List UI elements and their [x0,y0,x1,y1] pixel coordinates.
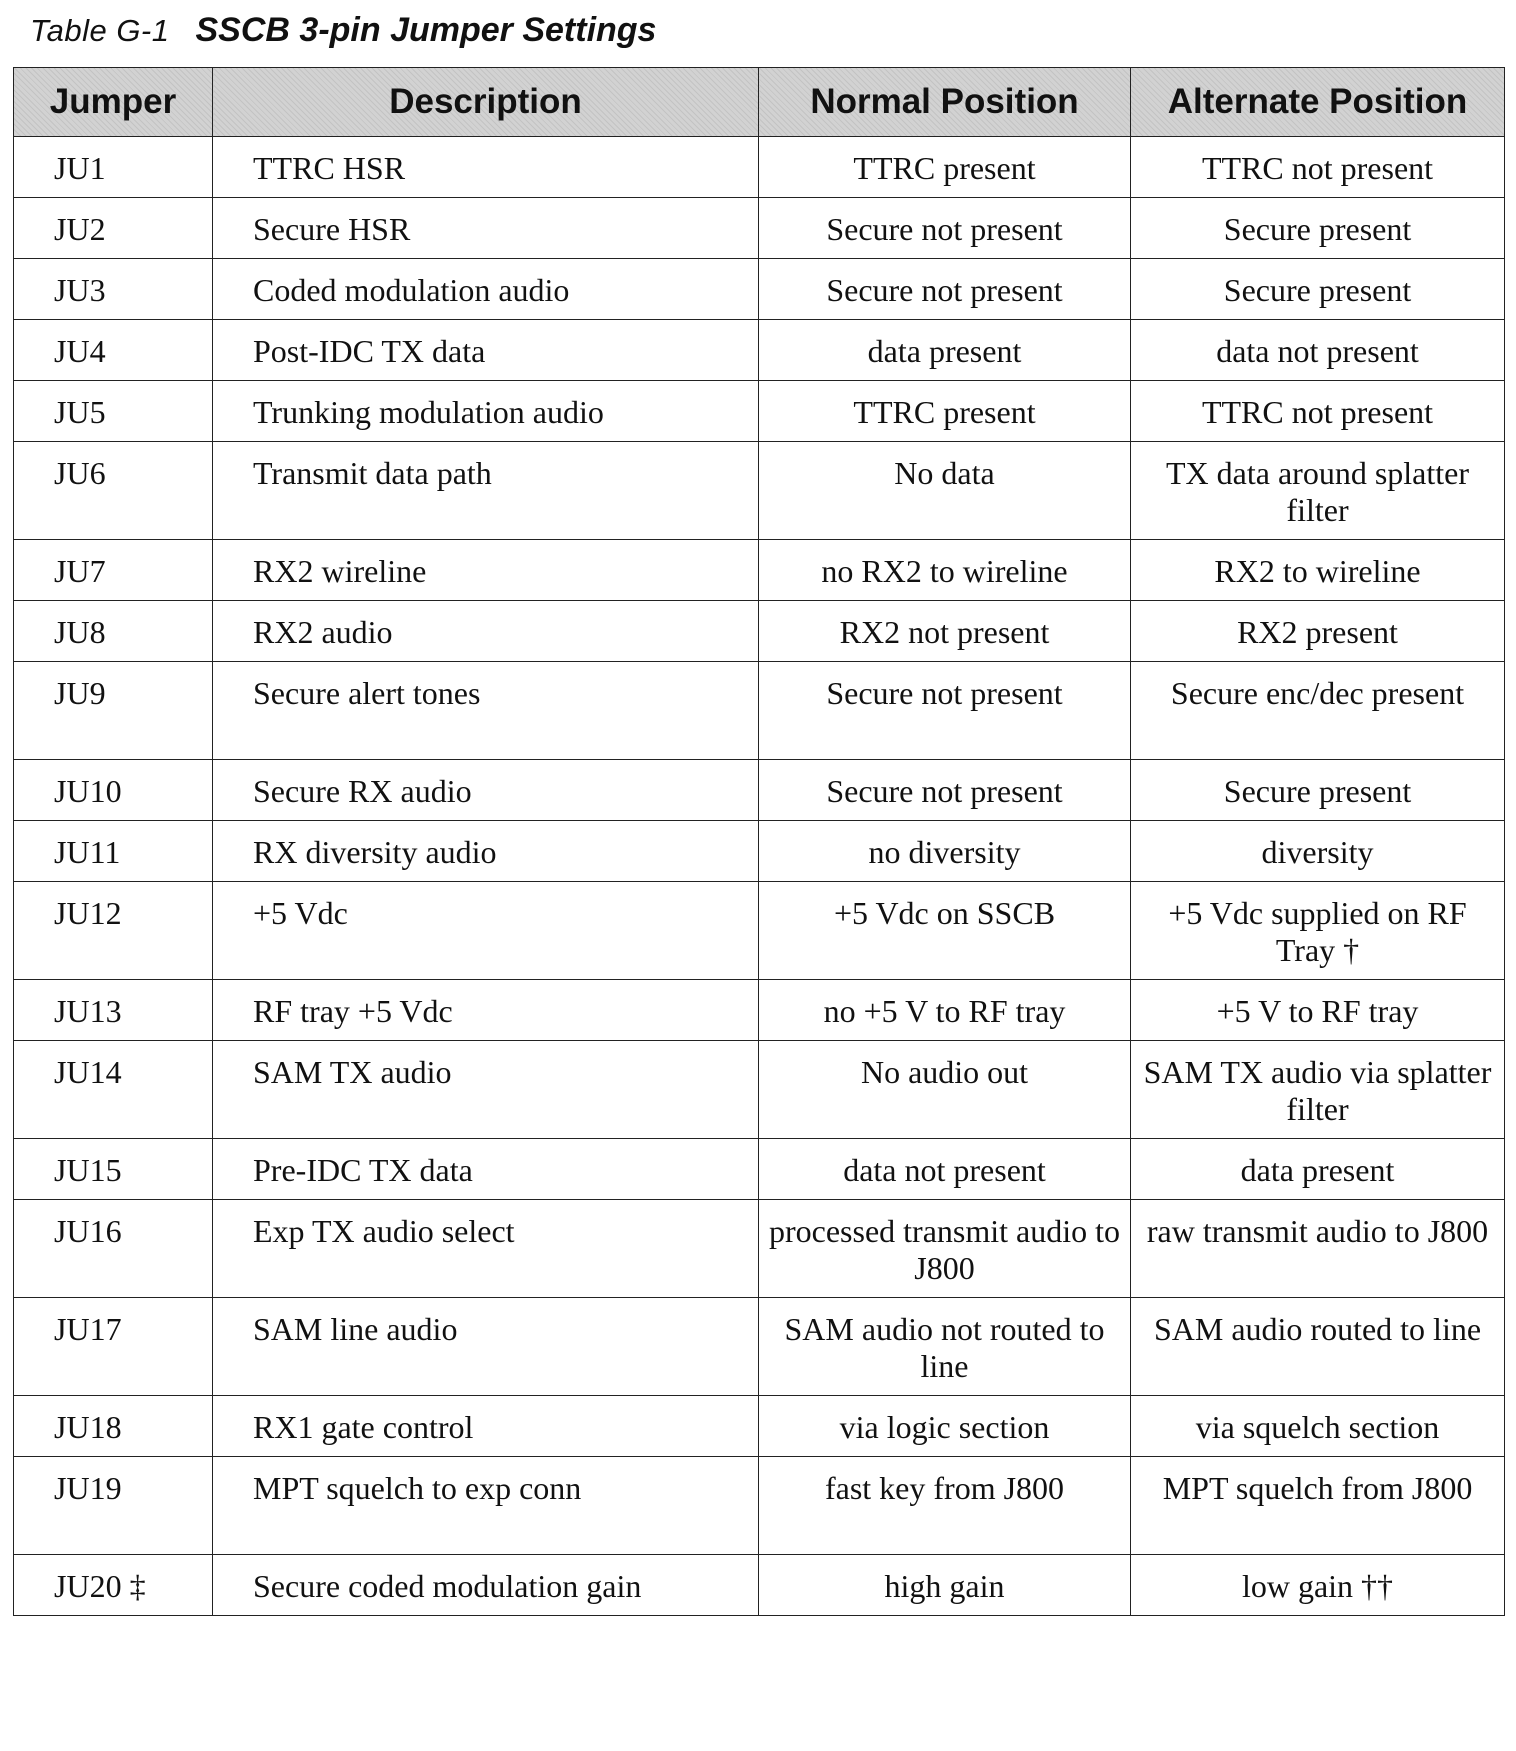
table-row [14,198,1505,259]
table-row [14,1139,1505,1200]
jumper-cell: JU4 [14,320,213,381]
normal-position-cell: TTRC present [759,137,1131,198]
jumper-cell: JU18 [14,1396,213,1457]
table-row [14,540,1505,601]
alternate-position-cell: raw transmit audio to J800 [1131,1200,1505,1298]
column-header-jumper: Jumper [14,68,213,137]
jumper-settings-table [13,67,1505,1616]
alternate-position-cell: Secure present [1131,259,1505,320]
jumper-cell: JU3 [14,259,213,320]
normal-position-cell: No audio out [759,1041,1131,1139]
table-row [14,821,1505,882]
jumper-cell: JU13 [14,980,213,1041]
table-caption [30,6,656,54]
normal-position-cell: via logic section [759,1396,1131,1457]
description-cell: Transmit data path [213,442,759,540]
jumper-cell: JU6 [14,442,213,540]
alternate-position-cell: Secure enc/dec present [1131,662,1505,760]
jumper-cell: JU12 [14,882,213,980]
alternate-position-cell: Secure present [1131,198,1505,259]
alternate-position-cell: +5 V to RF tray [1131,980,1505,1041]
table-header [14,68,1505,137]
table-title: SSCB 3-pin Jumper Settings [195,11,657,49]
description-cell: SAM line audio [213,1298,759,1396]
description-cell: Coded modulation audio [213,259,759,320]
normal-position-cell: Secure not present [759,760,1131,821]
normal-position-cell: No data [759,442,1131,540]
jumper-cell: JU17 [14,1298,213,1396]
normal-position-cell: data not present [759,1139,1131,1200]
description-cell: RX2 wireline [213,540,759,601]
table-row [14,882,1505,980]
alternate-position-cell: TTRC not present [1131,137,1505,198]
description-cell: MPT squelch to exp conn [213,1457,759,1555]
jumper-cell: JU14 [14,1041,213,1139]
alternate-position-cell: via squelch section [1131,1396,1505,1457]
table-row [14,662,1505,760]
normal-position-cell: no diversity [759,821,1131,882]
normal-position-cell: SAM audio not routed to line [759,1298,1131,1396]
table-row [14,760,1505,821]
jumper-cell: JU10 [14,760,213,821]
normal-position-cell: data present [759,320,1131,381]
description-cell: Secure HSR [213,198,759,259]
jumper-cell: JU8 [14,601,213,662]
normal-position-cell: Secure not present [759,259,1131,320]
normal-position-cell: Secure not present [759,198,1131,259]
normal-position-cell: +5 Vdc on SSCB [759,882,1131,980]
column-header-alternate-position: Alternate Position [1131,68,1505,137]
normal-position-cell: Secure not present [759,662,1131,760]
alternate-position-cell: RX2 to wireline [1131,540,1505,601]
jumper-cell: JU20 ‡ [14,1555,213,1616]
description-cell: RX2 audio [213,601,759,662]
table-row [14,1200,1505,1298]
normal-position-cell: fast key from J800 [759,1457,1131,1555]
table-row [14,1298,1505,1396]
header-row [14,68,1505,137]
description-cell: SAM TX audio [213,1041,759,1139]
alternate-position-cell: RX2 present [1131,601,1505,662]
description-cell: RF tray +5 Vdc [213,980,759,1041]
table-row [14,259,1505,320]
normal-position-cell: processed transmit audio to J800 [759,1200,1131,1298]
column-header-description: Description [213,68,759,137]
jumper-cell: JU7 [14,540,213,601]
description-cell: +5 Vdc [213,882,759,980]
alternate-position-cell: diversity [1131,821,1505,882]
jumper-cell: JU15 [14,1139,213,1200]
jumper-cell: JU9 [14,662,213,760]
table-body [14,137,1505,1616]
table-row [14,137,1505,198]
table-row [14,1457,1505,1555]
column-header-normal-position: Normal Position [759,68,1131,137]
normal-position-cell: no RX2 to wireline [759,540,1131,601]
description-cell: Pre-IDC TX data [213,1139,759,1200]
description-cell: Secure alert tones [213,662,759,760]
table-row [14,601,1505,662]
table-row [14,1041,1505,1139]
jumper-cell: JU11 [14,821,213,882]
alternate-position-cell: SAM TX audio via splatter filter [1131,1041,1505,1139]
description-cell: Post-IDC TX data [213,320,759,381]
alternate-position-cell: TTRC not present [1131,381,1505,442]
table-row [14,320,1505,381]
alternate-position-cell: low gain †† [1131,1555,1505,1616]
description-cell: TTRC HSR [213,137,759,198]
description-cell: Secure RX audio [213,760,759,821]
jumper-cell: JU5 [14,381,213,442]
description-cell: Secure coded modulation gain [213,1555,759,1616]
alternate-position-cell: Secure present [1131,760,1505,821]
jumper-cell: JU1 [14,137,213,198]
description-cell: RX1 gate control [213,1396,759,1457]
jumper-cell: JU16 [14,1200,213,1298]
description-cell: Trunking modulation audio [213,381,759,442]
table-row [14,381,1505,442]
normal-position-cell: TTRC present [759,381,1131,442]
description-cell: Exp TX audio select [213,1200,759,1298]
table-row [14,980,1505,1041]
jumper-cell: JU2 [14,198,213,259]
table-number: Table G-1 [30,13,170,48]
alternate-position-cell: MPT squelch from J800 [1131,1457,1505,1555]
table-row [14,442,1505,540]
table-row [14,1555,1505,1616]
table-row [14,1396,1505,1457]
normal-position-cell: no +5 V to RF tray [759,980,1131,1041]
normal-position-cell: RX2 not present [759,601,1131,662]
alternate-position-cell: data not present [1131,320,1505,381]
alternate-position-cell: +5 Vdc supplied on RF Tray † [1131,882,1505,980]
alternate-position-cell: data present [1131,1139,1505,1200]
alternate-position-cell: SAM audio routed to line [1131,1298,1505,1396]
jumper-cell: JU19 [14,1457,213,1555]
description-cell: RX diversity audio [213,821,759,882]
normal-position-cell: high gain [759,1555,1131,1616]
alternate-position-cell: TX data around splatter filter [1131,442,1505,540]
